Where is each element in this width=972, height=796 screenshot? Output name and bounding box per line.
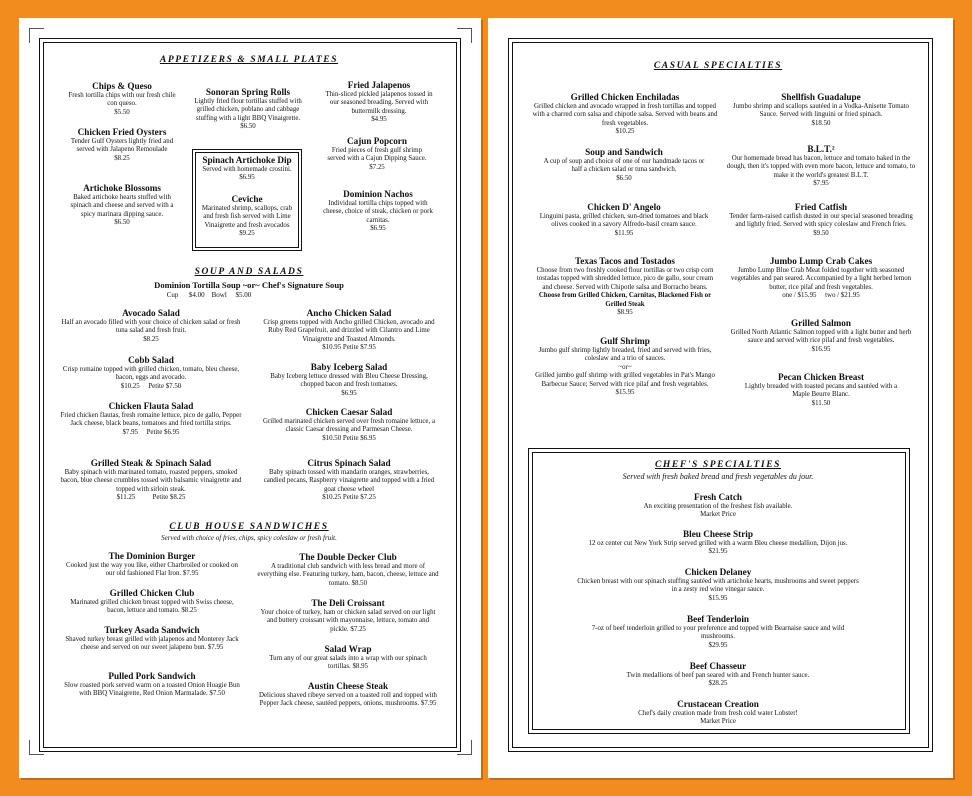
menu-item: Beef Tenderloin 7-oz of beef tenderloin grilled to your preference and topped with Bearnaise sauce and wild mushrooms. $29.95 xyxy=(591,614,845,649)
menu-item: Ancho Chicken Salad Crisp greens topped with Ancho grilled Chicken, avocado and Ruby Red Grapefruit, and drizzled with Cilantro and Lime Vinaigrette and Toasted Almonds. $10.95 Petite $7.95 xyxy=(263,308,435,352)
menu-item: Spinach Artichoke Dip Served with homemade crostini. $6.95 xyxy=(202,155,292,182)
menu-item: Avocado Salad Half an avocado filled with your choice of chicken salad or fresh tuna salad and fresh fruit. $8.25 xyxy=(61,308,241,343)
menu-item: Chicken Delaney Chicken breast with our spinach stuffing sautéed with artichoke hearts, mushrooms and sweet peppers in a zesty red wine vinegar sauce. $15.95 xyxy=(577,567,859,602)
menu-item: Soup and Sandwich A cup of soup and choice of one of our handmade tacos or half a chicken salad or tuna sandwich. $6.50 xyxy=(543,147,705,182)
menu-item: Chicken Caesar Salad Grilled marinated chicken served over fresh romaine lettuce, a classic Caesar dressing and Parmesan Cheese. $10.50 Petite $6.95 xyxy=(263,407,435,442)
menu-item: Dominion Nachos Individual tortilla chips topped with cheese, choice of steak, chicken or pork carnitas. $6.95 xyxy=(323,189,433,233)
menu-item: Pecan Chicken Breast Lightly breaded with toasted pecans and sautéed with a Maple Beurre Blanc. $11.50 xyxy=(744,372,898,407)
section-subtitle: Served with choice of fries, chips, spicy coleslaw or fresh fruit. xyxy=(161,534,337,542)
menu-item: Cobb Salad Crisp romaine topped with grilled chicken, tomato, bleu cheese, bacon, eggs and avocado. $10.25 Petite $7.50 xyxy=(62,355,240,390)
menu-item: Baby Iceberg Salad Baby Iceberg lettuce dressed with Bleu Cheese Dressing, chopped bacon and fresh tomatoes. $6.95 xyxy=(270,362,428,397)
soup-price-line: Cup $4.00 Bowl $5.00 xyxy=(166,291,252,299)
menu-item: B.L.T.² Our homemade bread has bacon, lettuce and tomato baked in the dough, then it's topped with even more bacon, lettuce and tomato, to make it the world's greatest B.L.T. $7.95 xyxy=(726,144,916,188)
menu-item: Sonoran Spring Rolls Lightly fried flour tortillas stuffed with grilled chicken, poblano and cabbage stuffing with a light BBQ Vinaigrette. $6.50 xyxy=(194,87,302,131)
menu-item: The Dominion Burger Cooked just the way you like, either Charbroiled or cooked on our old fashioned Flat Iron. $7.95 xyxy=(65,551,239,578)
menu-item: Crustacean Creation Chef's daily creation made from fresh cold water Lobster! Market Price xyxy=(638,699,798,726)
menu-item: Salad Wrap Turn any of our great salads into a wrap with our spinach tortillas. $8.95 xyxy=(269,644,427,671)
menu-item: Jumbo Lump Crab Cakes Jumbo Lump Blue Crab Meat folded together with seasoned vegetables and pan seared. Accompanied by a light herbed lemon butter, rice pilaf and fresh vegetables. one / $15.95 two / $21.95 xyxy=(730,256,912,300)
section-title-chef: CHEF'S SPECIALTIES xyxy=(654,460,782,470)
section-title-soups: SOUP AND SALADS xyxy=(194,267,304,277)
corner-mark xyxy=(457,28,472,43)
menu-item: Pulled Pork Sandwich Slow roasted pork served warm on a toasted Onion Hoagie Bun with BBQ Vinaigrette, Red Onion Marmalade. $7.50 xyxy=(64,671,240,698)
menu-item: Citrus Spinach Salad Baby spinach tossed with mandarin oranges, strawberries, candied pecans, Raspberry vinaigrette and topped with a fried goat cheese wheel $10.25 Petite $7.25 xyxy=(263,458,435,502)
corner-mark xyxy=(29,28,44,43)
section-title-sandwiches: CLUB HOUSE SANDWICHES xyxy=(169,522,329,532)
section-title-casual: CASUAL SPECIALTIES xyxy=(653,61,783,71)
menu-item: Austin Cheese Steak Delicious shaved ribeye served on a toasted roll and topped with Pepper Jack cheese, sautéed peppers, onions, mushrooms. $7.95 xyxy=(259,681,437,708)
corner-mark xyxy=(29,740,44,755)
menu-page-left xyxy=(19,18,481,778)
menu-item: Fried Catfish Tender farm-raised catfish dusted in our special seasoned breading and lightly fried. Served with spicy coleslaw and French fries. $9.50 xyxy=(729,202,913,237)
menu-item: Chicken Flauta Salad Fried chicken flautas, fresh romaine lettuce, pico de gallo, Pepper Jack cheese, black beans, tomatoes and fried tortilla strips. $7.95 Petite $6.95 xyxy=(60,401,242,436)
corner-mark xyxy=(457,740,472,755)
menu-item: Fried Jalapenos Thin-sliced pickled jalapenos tossed in our seasoned breading. Served with buttermilk dressing. $4.95 xyxy=(325,80,433,124)
soup-line: Dominion Tortilla Soup ~or~ Chef's Signature Soup xyxy=(154,280,344,290)
menu-item: Grilled Chicken Club Marinated grilled chicken breast topped with Swiss cheese, bacon, lettuce and tomato. $8.25 xyxy=(70,588,234,615)
menu-item: Chips & Queso Fresh tortilla chips with our fresh chile con queso. $5.50 xyxy=(68,81,176,116)
section-subtitle: Served with fresh baked bread and fresh vegetables du jour. xyxy=(622,472,814,481)
menu-item: Ceviche Marinated shrimp, scallops, crab and fresh fish served with Lime Vinaigrette and fresh avocados $9.25 xyxy=(201,194,293,238)
menu-item: Chicken D' Angelo Linguini pasta, grilled chicken, sun-dried tomatoes and black olives cooked in a savory Alfredo-basil cream sauce. $11.95 xyxy=(539,202,709,237)
menu-item: Bleu Cheese Strip 12 oz center cut New York Strip served grilled with a warm Bleu cheese medallion, Dijon jus. $21.95 xyxy=(588,529,848,556)
menu-item: Grilled Steak & Spinach Salad Baby spinach with marinated tomato, roasted peppers, smoked bacon, blue cheese crumbles tossed with balsamic vinaigrette and topped with sirloin steak. $11.25 Petite $8.25 xyxy=(60,458,242,502)
menu-item: Fresh Catch An exciting presentation of the freshest fish available. Market Price xyxy=(643,492,793,519)
menu-item: The Double Decker Club A traditional club sandwich with less bread and more of everything else. Featuring turkey, ham, bacon, cheese, lettuce and tomato. $8.50 xyxy=(257,552,439,587)
section-title-appetizers: APPETIZERS & SMALL PLATES xyxy=(159,55,339,65)
menu-page-right xyxy=(488,18,953,778)
menu-item: The Deli Croissant Your choice of turkey, ham or chicken salad served on our light and buttery croissant with mayonnaise, lettuce, tomato and pickle. $7.25 xyxy=(260,598,436,633)
menu-item: Texas Tacos and Tostados Choose from two freshly cooked flour tortillas or two crisp corn tostadas topped with shredded lettuce, pico de gallo, sour cream and cheese. Served with Chipotle salsa and Borracho beans. Choose from Grilled Chicken, Carnitas, Blackened Fish or Grilled Steak $8.95 xyxy=(536,256,714,317)
menu-item: Gulf Shrimp Jumbo gulf shrimp lightly breaded, fried and served with fries, coleslaw and a trio of sauces. ~or~ Grilled jumbo gulf shrimp with grilled vegetables in Pat's Mango Barbecue Sauce; Served with rice pilaf and fresh vegetables. $15.95 xyxy=(535,336,715,397)
menu-item: Grilled Chicken Enchiladas Grilled chicken and avocado wrapped in fresh tortillas and topped with a charred corn salsa and chipotle salsa. Served with beans and fresh vegetables. $10.25 xyxy=(532,92,718,136)
menu-item: Grilled Salmon Grilled North Atlantic Salmon topped with a light butter and herb sauce and served with rice pilaf and fresh vegetables. $16.95 xyxy=(730,318,912,353)
menu-item: Cajun Popcorn Fried pieces of fresh gulf shrimp served with a Cajun Dipping Sauce. $7.25 xyxy=(327,136,427,171)
menu-item: Artichoke Blossoms Baked artichoke hearts stuffed with spinach and cheese and served with a spicy marinara dipping sauce. $6.50 xyxy=(70,183,174,227)
menu-item: Shellfish Guadalupe Jumbo shrimp and scallops sautéed in a Vodka-Anisette Tomato Sauce. Served with linguini or fried spinach. $18.50 xyxy=(733,92,909,127)
menu-item: Beef Chasseur Twin medallions of beef pan seared with and French hunter sauce. $28.25 xyxy=(626,661,810,688)
menu-item: Turkey Asada Sandwich Shaved turkey breast grilled with jalapenos and Monterey Jack cheese and served on our sweet jalapeno bun. $7.95 xyxy=(65,625,239,652)
menu-item: Chicken Fried Oysters Tender Gulf Oysters lightly fried and served with Jalapeno Remoulade $8.25 xyxy=(70,127,174,162)
